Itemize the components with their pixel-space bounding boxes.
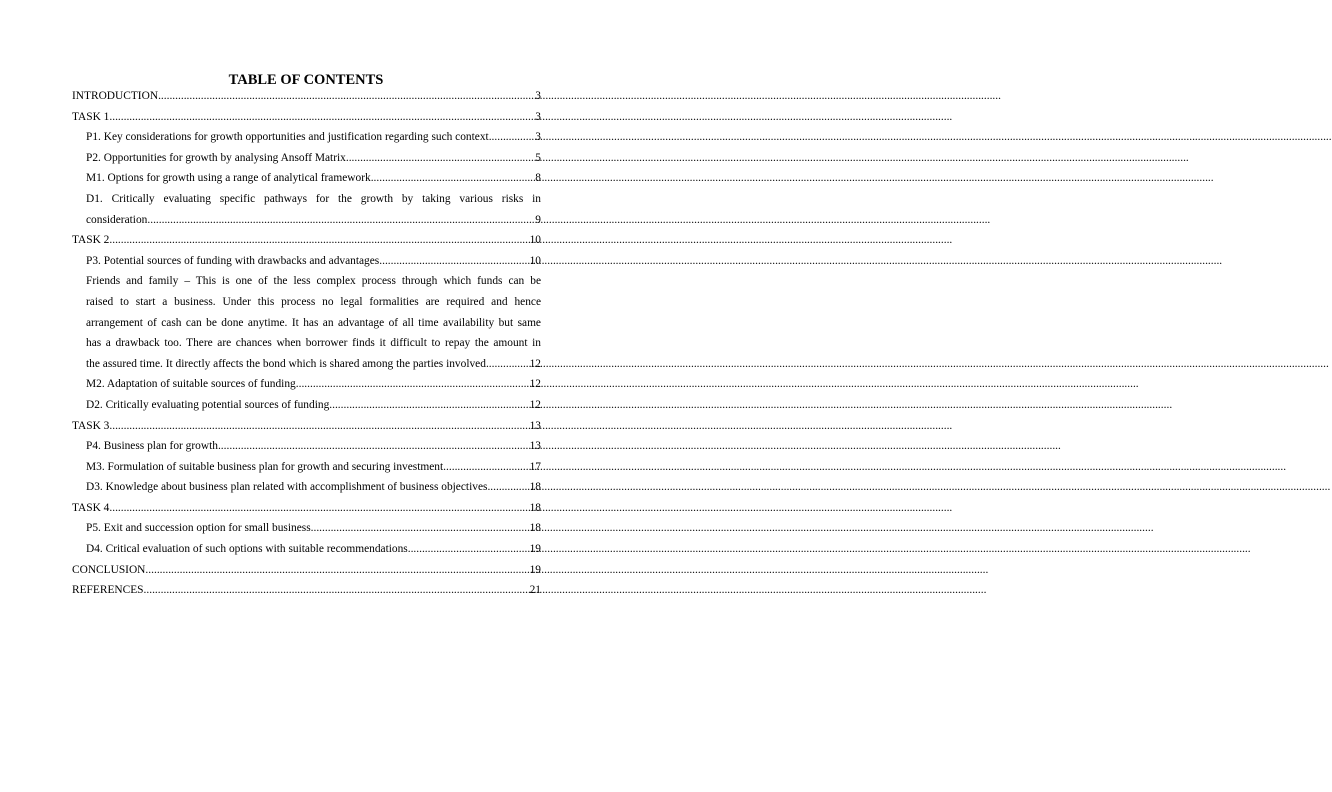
- dot-leader: [371, 168, 536, 189]
- toc-entry-conclusion[interactable]: [72, 560, 541, 581]
- toc-entry-label: CONCLUSION: [72, 563, 146, 576]
- toc-entry-page: 5: [535, 151, 541, 164]
- toc-entry-label: P1. Key considerations for growth opportunities and justification regarding such context: [86, 131, 489, 144]
- toc-entry-d3[interactable]: [72, 477, 541, 498]
- dot-leader: [379, 251, 529, 272]
- toc-entry-label: P4. Business plan for growth: [86, 440, 218, 453]
- toc-entry-m3[interactable]: [72, 457, 541, 478]
- toc-entry-tail: [86, 354, 541, 375]
- toc-entry-p5[interactable]: [72, 518, 541, 539]
- document-page: [0, 0, 612, 792]
- dot-leader: [109, 107, 535, 128]
- toc-entry-m1[interactable]: [72, 168, 541, 189]
- dot-leader: [218, 436, 530, 457]
- dot-leader: [346, 148, 535, 169]
- toc-entry-label: D3. Knowledge about business plan related with accomplishment of business objectives: [86, 481, 488, 494]
- toc-entry-page: 10: [529, 234, 541, 247]
- toc-entry-label: TASK 4: [72, 501, 110, 514]
- toc-entry-page: 18: [529, 501, 541, 514]
- toc-entry-page: 19: [529, 543, 541, 556]
- toc-entry-label: REFERENCES: [72, 584, 144, 597]
- toc-entry-label: P2. Opportunities for growth by analysing Ansoff Matrix: [86, 151, 346, 164]
- dot-leader: [144, 580, 530, 601]
- toc-entry-page: 21: [529, 584, 541, 597]
- toc-entry-label: P5. Exit and succession option for small business: [86, 522, 311, 535]
- toc-entry-p2[interactable]: [72, 148, 541, 169]
- toc-entry-page: 8: [535, 172, 541, 185]
- dot-leader: [489, 127, 536, 148]
- toc-entry-d2[interactable]: [72, 395, 541, 416]
- toc-entry-page: 18: [529, 481, 541, 494]
- toc-entry-page: 10: [529, 254, 541, 267]
- toc-entry-p1[interactable]: [72, 127, 541, 148]
- toc-entry-label-line: raised to start a business. Under this process no legal formalities are required and hence: [86, 295, 541, 308]
- toc-entry-page: 12: [529, 357, 541, 370]
- toc-entry-label-line: Friends and family – This is one of the less complex process through which funds can be: [86, 275, 541, 288]
- dot-leader: [109, 230, 529, 251]
- toc-entry-page: 3: [535, 90, 541, 102]
- toc-entry-task-1[interactable]: [72, 107, 541, 128]
- dot-leader: [296, 374, 530, 395]
- toc-entry-label: consideration: [86, 213, 148, 226]
- toc-entry-page: 19: [529, 563, 541, 576]
- toc-entry-label: TASK 2: [72, 234, 110, 247]
- toc-entry-p3[interactable]: [72, 251, 541, 272]
- toc-entry-m2[interactable]: [72, 374, 541, 395]
- dot-leader: [145, 560, 529, 581]
- toc-entry-page: 13: [529, 440, 541, 453]
- toc-entry-d1[interactable]: [72, 189, 541, 230]
- toc-entry-page: 3: [535, 110, 541, 123]
- toc-entry-page: 3: [535, 131, 541, 144]
- toc-entry-page: 13: [529, 419, 541, 432]
- dot-leader: [158, 86, 535, 107]
- toc-entry-label: INTRODUCTION: [72, 90, 159, 102]
- dot-leader: [329, 395, 529, 416]
- toc-entry-label-line: D1. Critically evaluating specific pathways for the growth by taking various risks in: [86, 192, 541, 205]
- dot-leader: [408, 539, 530, 560]
- toc-entry-label-line: arrangement of cash can be done anytime. It has an advantage of all time availability but same: [86, 316, 541, 329]
- toc-entry-introduction[interactable]: [72, 86, 541, 107]
- dot-leader: [486, 354, 530, 375]
- toc-entry-tail: [86, 210, 541, 231]
- toc-entry-label: M2. Adaptation of suitable sources of funding: [86, 378, 296, 391]
- dot-leader: [109, 416, 529, 437]
- toc-entry-page: 18: [529, 522, 541, 535]
- toc-entry-label: M3. Formulation of suitable business plan for growth and securing investment: [86, 460, 444, 473]
- toc-entry-page: 12: [529, 378, 541, 391]
- toc-entry-task-3[interactable]: [72, 416, 541, 437]
- toc-entry-page: 9: [535, 213, 541, 226]
- toc-list: [72, 86, 541, 601]
- toc-entry-label: D4. Critical evaluation of such options with suitable recommendations: [86, 543, 408, 556]
- toc-entry-task-2[interactable]: [72, 230, 541, 251]
- toc-entry-label: TASK 3: [72, 419, 110, 432]
- toc-entry-friends-and-family[interactable]: [72, 271, 541, 374]
- toc-entry-task-4[interactable]: [72, 498, 541, 519]
- toc-entry-references[interactable]: [72, 580, 541, 601]
- toc-entry-label: TASK 1: [72, 110, 110, 123]
- dot-leader: [109, 498, 529, 519]
- dot-leader: [487, 477, 529, 498]
- toc-entry-page: 17: [529, 460, 541, 473]
- page-title: TABLE OF CONTENTS: [228, 72, 384, 88]
- toc-entry-label-line: has a drawback too. There are chances when borrower finds it difficult to repay the amount in: [86, 337, 541, 350]
- toc-entry-page: 12: [529, 398, 541, 411]
- toc-entry-d4[interactable]: [72, 539, 541, 560]
- toc-entry-label: the assured time. It directly affects the bond which is shared among the parties involved: [86, 357, 486, 370]
- toc-entry-p4[interactable]: [72, 436, 541, 457]
- toc-entry-label: P3. Potential sources of funding with drawbacks and advantages: [86, 254, 380, 267]
- toc-entry-label: D2. Critically evaluating potential sources of funding: [86, 398, 330, 411]
- dot-leader: [443, 457, 529, 478]
- dot-leader: [147, 210, 535, 231]
- toc-entry-label: M1. Options for growth using a range of analytical framework: [86, 172, 371, 185]
- dot-leader: [311, 518, 530, 539]
